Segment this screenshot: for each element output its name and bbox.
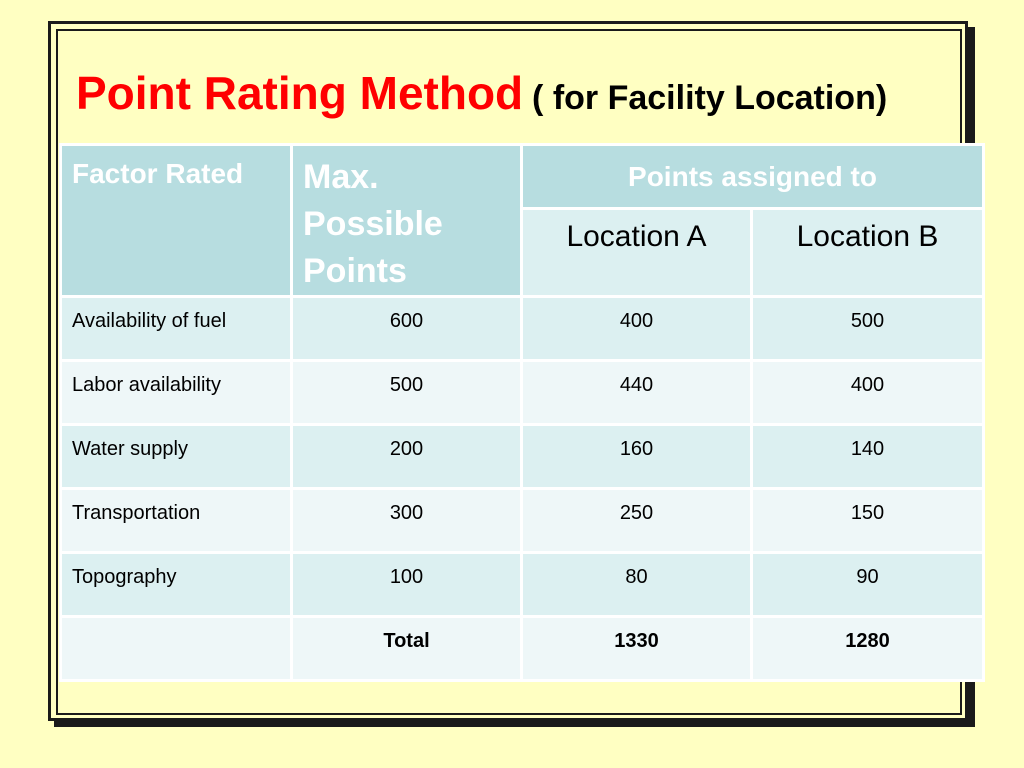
factor-cell: Topography [61, 553, 292, 617]
table-row [61, 553, 984, 617]
max-points-cell: 100 [292, 553, 522, 617]
total-row [61, 617, 984, 681]
title-main: Point Rating Method [76, 67, 524, 119]
location-a-cell: 80 [522, 553, 752, 617]
location-b-cell: 400 [752, 361, 984, 425]
location-b-cell: 140 [752, 425, 984, 489]
header-max-possible-points: Max. Possible Points [292, 145, 522, 297]
slide-title [76, 67, 888, 119]
factor-cell: Availability of fuel [61, 297, 292, 361]
header-points-assigned: Points assigned to [522, 145, 984, 209]
total-label: Total [292, 617, 522, 681]
table-row [61, 297, 984, 361]
max-points-cell: 300 [292, 489, 522, 553]
location-b-cell: 90 [752, 553, 984, 617]
header-location-a: Location A [522, 209, 752, 297]
factor-cell: Water supply [61, 425, 292, 489]
max-points-cell: 500 [292, 361, 522, 425]
location-a-cell: 440 [522, 361, 752, 425]
header-factor-rated: Factor Rated [61, 145, 292, 297]
header-location-b: Location B [752, 209, 984, 297]
frame-shadow-bottom [54, 721, 975, 727]
title-subtitle: ( for Facility Location) [532, 79, 888, 117]
location-a-cell: 400 [522, 297, 752, 361]
table-row [61, 425, 984, 489]
total-location-a: 1330 [522, 617, 752, 681]
location-b-cell: 150 [752, 489, 984, 553]
point-rating-table [59, 143, 985, 682]
factor-cell: Labor availability [61, 361, 292, 425]
max-points-cell: 200 [292, 425, 522, 489]
table-row [61, 489, 984, 553]
location-a-cell: 160 [522, 425, 752, 489]
max-points-cell: 600 [292, 297, 522, 361]
factor-cell: Transportation [61, 489, 292, 553]
total-empty-cell [61, 617, 292, 681]
location-b-cell: 500 [752, 297, 984, 361]
total-location-b: 1280 [752, 617, 984, 681]
table-row [61, 361, 984, 425]
location-a-cell: 250 [522, 489, 752, 553]
